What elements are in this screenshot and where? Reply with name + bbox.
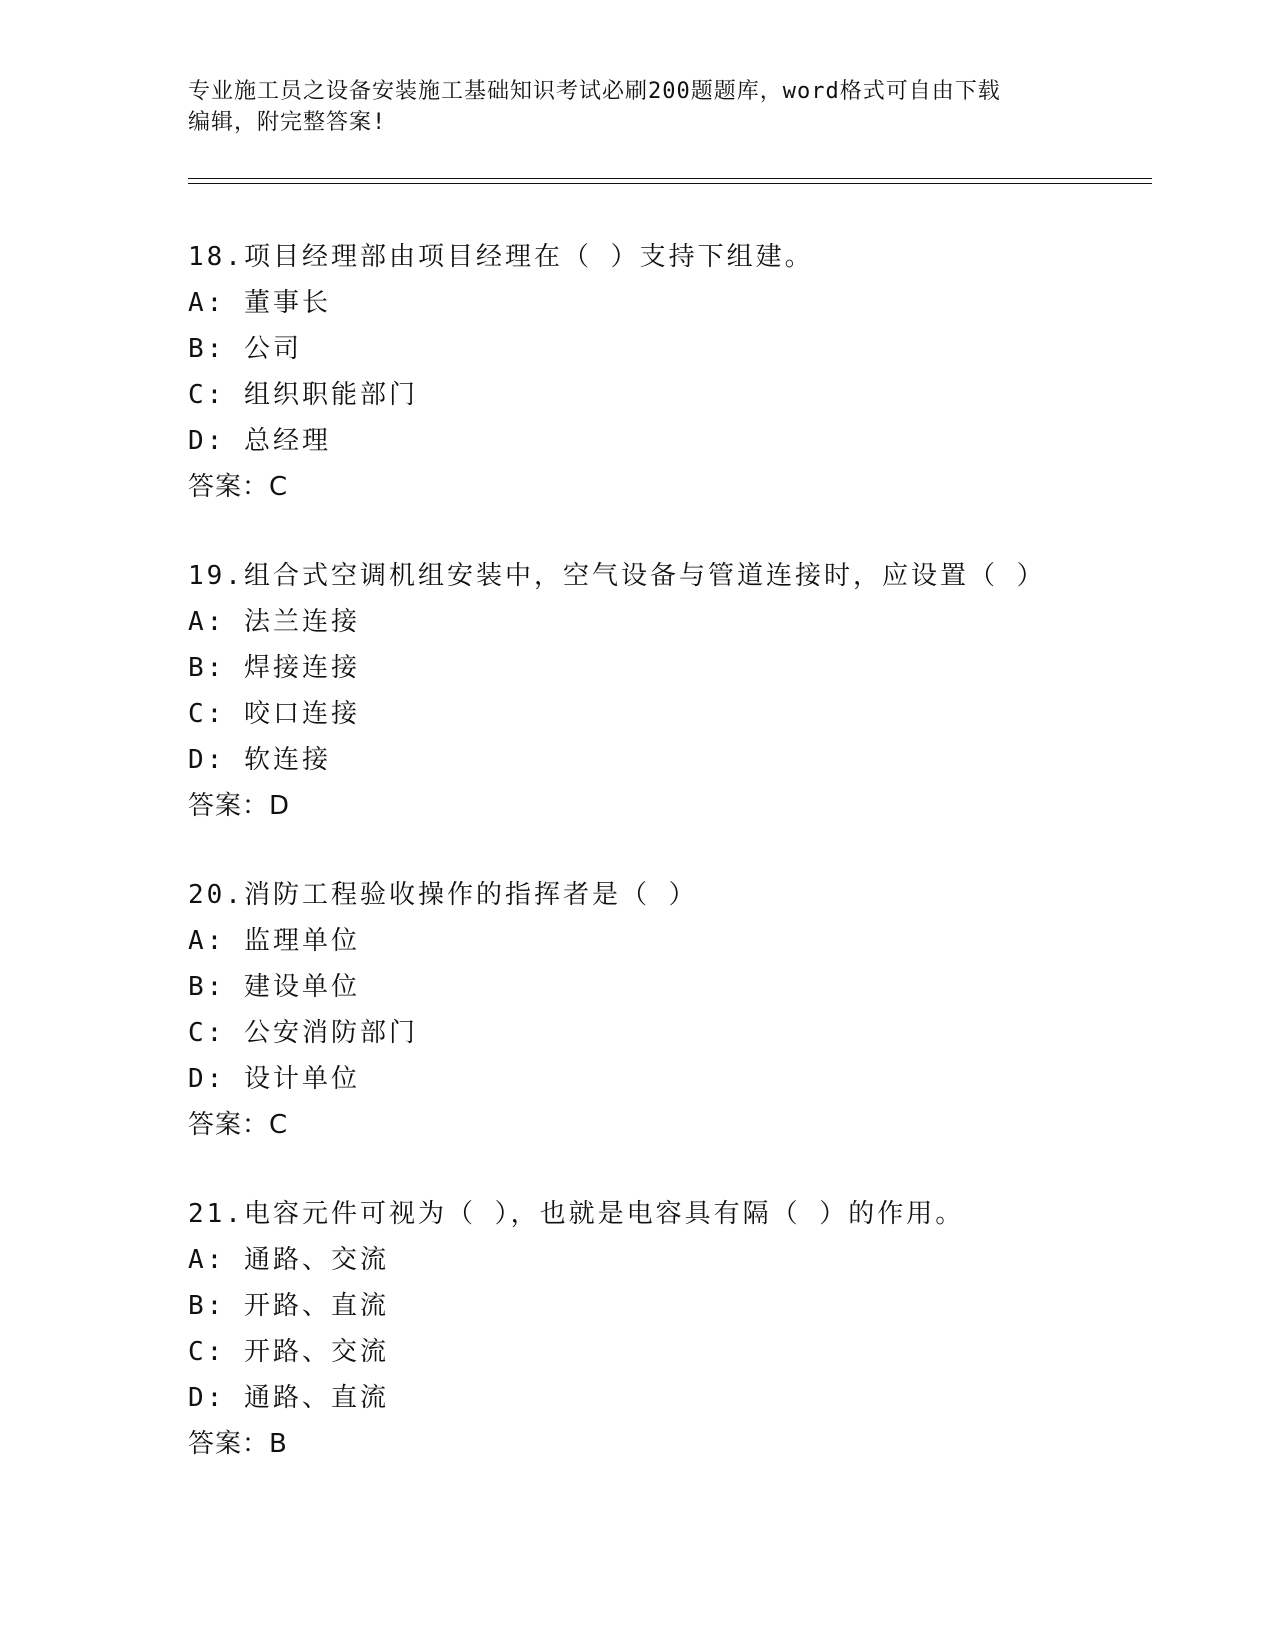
- question-19: [188, 561, 1152, 837]
- option-a: A: 监理单位: [188, 926, 360, 956]
- option-a: A: 法兰连接: [188, 607, 360, 637]
- option-a: A: 董事长: [188, 288, 331, 318]
- option-d: D: 软连接: [188, 745, 331, 775]
- option-b: B: 建设单位: [188, 972, 360, 1002]
- header-line-2: 编辑，附完整答案!: [188, 110, 387, 135]
- header-line-1: 专业施工员之设备安装施工基础知识考试必刷200题题库，word格式可自由下载: [188, 79, 1001, 104]
- answer: 答案：D: [188, 791, 291, 821]
- header-rule-bottom: [188, 183, 1152, 184]
- question-stem: 19.组合式空调机组安装中，空气设备与管道连接时，应设置（ ）: [188, 561, 1046, 591]
- option-d: D: 通路、直流: [188, 1383, 389, 1413]
- question-stem: 18.项目经理部由项目经理在（ ）支持下组建。: [188, 242, 814, 272]
- option-b: B: 公司: [188, 334, 302, 364]
- question-21: [188, 1199, 1152, 1475]
- option-d: D: 设计单位: [188, 1064, 360, 1094]
- option-d: D: 总经理: [188, 426, 331, 456]
- question-stem: 21.电容元件可视为（ ），也就是电容具有隔（ ）的作用。: [188, 1199, 965, 1229]
- question-18: [188, 242, 1152, 518]
- header-rule-top: [188, 178, 1152, 179]
- option-c: C: 公安消防部门: [188, 1018, 418, 1048]
- answer: 答案：C: [188, 472, 289, 502]
- option-c: C: 组织职能部门: [188, 380, 418, 410]
- option-c: C: 咬口连接: [188, 699, 360, 729]
- question-stem: 20.消防工程验收操作的指挥者是（ ）: [188, 880, 698, 910]
- answer: 答案：C: [188, 1110, 289, 1140]
- option-c: C: 开路、交流: [188, 1337, 389, 1367]
- question-20: [188, 880, 1152, 1156]
- option-a: A: 通路、交流: [188, 1245, 389, 1275]
- answer: 答案：B: [188, 1429, 288, 1459]
- option-b: B: 焊接连接: [188, 653, 360, 683]
- document-header: [188, 76, 1068, 138]
- option-b: B: 开路、直流: [188, 1291, 389, 1321]
